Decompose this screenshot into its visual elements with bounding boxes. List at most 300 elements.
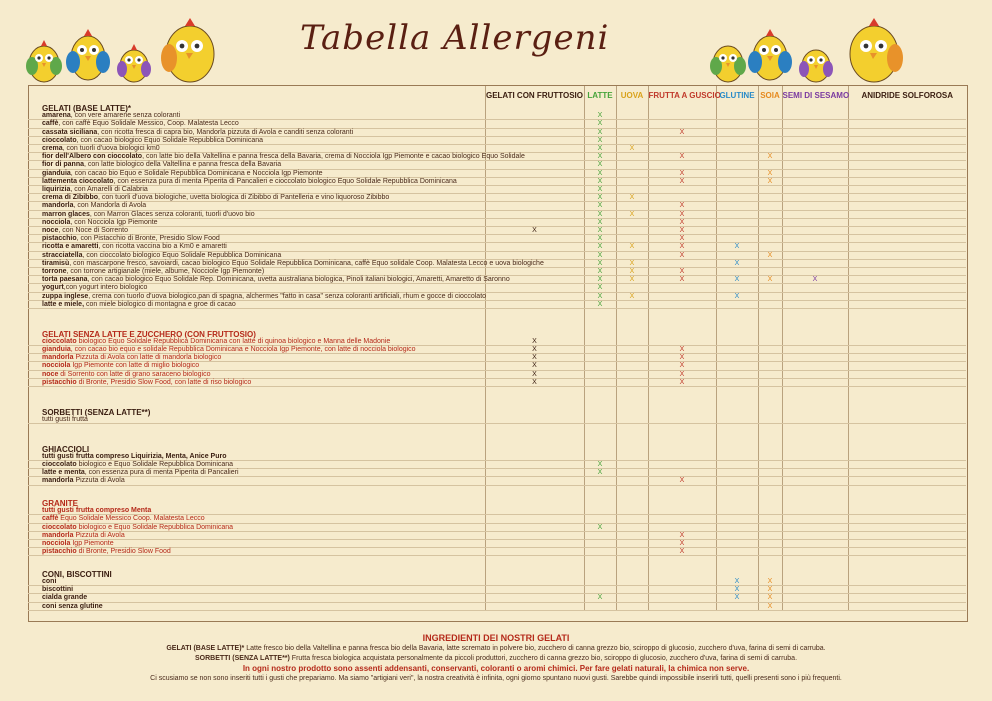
allergen-cell: X bbox=[648, 243, 716, 251]
allergen-cell: X bbox=[648, 128, 716, 136]
allergen-cell: X bbox=[758, 251, 782, 259]
allergen-cell bbox=[716, 378, 758, 386]
flavour-name: yogurt bbox=[42, 284, 64, 292]
allergen-cell bbox=[485, 300, 584, 308]
spacer-row bbox=[28, 431, 966, 438]
allergen-cell bbox=[848, 540, 966, 548]
allergen-cell bbox=[782, 578, 848, 586]
flavour-name: gianduia bbox=[42, 169, 71, 177]
flavour-cell bbox=[28, 202, 485, 210]
allergen-cell: X bbox=[584, 251, 616, 259]
flavour-cell bbox=[28, 136, 485, 144]
bird-icon bbox=[748, 29, 792, 80]
allergen-cell bbox=[758, 136, 782, 144]
allergen-cell bbox=[716, 338, 758, 346]
allergen-cell bbox=[584, 531, 616, 539]
allergen-cell bbox=[716, 416, 758, 424]
allergen-cell bbox=[758, 210, 782, 218]
table-row bbox=[28, 594, 966, 602]
footer-sorbetti-text: Frutta fresca biologica acquistata personalmente da piccoli produttori, zucchero di canna grezzo bio, sciroppo di glucosio, zucchero d'uva, farina di semi di carruba. bbox=[289, 655, 798, 662]
table-row bbox=[28, 338, 966, 346]
allergen-cell bbox=[758, 218, 782, 226]
flavour-description: , con tuorli d'uova biologiche, uvetta biologica di Zibibbo di Pantelleria e vino liquoroso Zibibbo bbox=[98, 194, 390, 202]
allergen-cell bbox=[782, 523, 848, 531]
allergen-cell bbox=[716, 112, 758, 120]
allergen-cell bbox=[758, 292, 782, 300]
flavour-name: mandorla bbox=[42, 531, 74, 539]
allergen-cell: X bbox=[648, 235, 716, 243]
allergen-cell bbox=[485, 602, 584, 610]
flavour-name: mandorla bbox=[42, 202, 74, 210]
allergen-cell bbox=[485, 194, 584, 202]
allergen-cell bbox=[716, 515, 758, 523]
table-row bbox=[28, 416, 966, 424]
allergen-cell bbox=[848, 548, 966, 556]
flavour-description: , con cacao bio equo e solidale Repubblica Dominicana e Nocciola Igp Piemonte, con latte di nocciola biologico bbox=[70, 346, 416, 354]
flavour-description: , con essenza pura di menta Piperita di Pancalieri bbox=[84, 469, 239, 477]
allergen-cell bbox=[485, 507, 584, 515]
allergen-cell: X bbox=[648, 218, 716, 226]
allergen-cell bbox=[782, 169, 848, 177]
allergen-cell: X bbox=[584, 210, 616, 218]
flavour-description: , con vere amarene senza coloranti bbox=[70, 112, 181, 120]
table-row bbox=[28, 177, 966, 185]
table-row bbox=[28, 268, 966, 276]
allergen-cell: X bbox=[758, 169, 782, 177]
allergen-cell bbox=[716, 507, 758, 515]
allergen-cell: X bbox=[616, 210, 648, 218]
flavour-cell bbox=[28, 218, 485, 226]
category-title: GRANITE bbox=[42, 498, 78, 508]
flavour-name: cioccolato bbox=[42, 461, 77, 468]
allergen-cell bbox=[584, 507, 616, 515]
allergen-cell bbox=[648, 292, 716, 300]
table-row bbox=[28, 461, 966, 469]
allergen-cell bbox=[848, 235, 966, 243]
table-row bbox=[28, 259, 966, 267]
allergen-cell: X bbox=[648, 169, 716, 177]
table-row bbox=[28, 469, 966, 477]
allergen-cell bbox=[782, 594, 848, 602]
allergen-cell bbox=[716, 145, 758, 153]
flavour-name: torta paesana bbox=[42, 276, 88, 284]
column-header: SEMI DI SESAMO bbox=[782, 86, 848, 105]
table-row bbox=[28, 300, 966, 308]
allergen-cell bbox=[782, 461, 848, 469]
flavour-description: con miele biologico di montagna e groe di cacao bbox=[84, 300, 236, 308]
allergen-cell bbox=[584, 602, 616, 610]
allergen-cell bbox=[716, 251, 758, 259]
allergen-cell bbox=[485, 594, 584, 602]
flavour-name: liquirizia bbox=[42, 186, 71, 194]
table-row bbox=[28, 523, 966, 531]
birds-illustration-left bbox=[22, 14, 232, 86]
table-row bbox=[28, 202, 966, 210]
allergen-cell bbox=[616, 453, 648, 461]
allergen-cell: X bbox=[758, 594, 782, 602]
category-row bbox=[28, 331, 966, 338]
allergen-table bbox=[28, 86, 966, 611]
allergen-cell: X bbox=[584, 202, 616, 210]
allergen-cell bbox=[782, 453, 848, 461]
allergen-cell bbox=[485, 453, 584, 461]
allergen-cell bbox=[648, 259, 716, 267]
allergen-cell bbox=[848, 210, 966, 218]
allergen-cell bbox=[758, 469, 782, 477]
spacer-row bbox=[28, 401, 966, 408]
allergen-cell bbox=[648, 300, 716, 308]
flavour-cell bbox=[28, 145, 485, 153]
allergen-cell: X bbox=[782, 276, 848, 284]
allergen-cell: X bbox=[584, 136, 616, 144]
bird-icon bbox=[799, 50, 833, 82]
table-row bbox=[28, 378, 966, 386]
category-title: CONI, BISCOTTINI bbox=[42, 569, 112, 579]
flavour-name: biscottini bbox=[42, 586, 74, 594]
allergen-cell: X bbox=[648, 202, 716, 210]
flavour-cell bbox=[28, 128, 485, 136]
table-row bbox=[28, 235, 966, 243]
allergen-cell bbox=[758, 354, 782, 362]
allergen-cell bbox=[485, 177, 584, 185]
allergen-cell bbox=[584, 354, 616, 362]
allergen-cell bbox=[758, 338, 782, 346]
flavour-description: Igp Piemonte con latte di miglio biologico bbox=[70, 362, 200, 370]
allergen-cell bbox=[848, 120, 966, 128]
allergen-cell: X bbox=[584, 194, 616, 202]
allergen-cell bbox=[485, 523, 584, 531]
allergen-cell bbox=[584, 540, 616, 548]
spacer-row bbox=[28, 438, 966, 445]
allergen-cell bbox=[716, 531, 758, 539]
column-header: ANIDRIDE SOLFOROSA bbox=[848, 86, 966, 105]
flavour-name: fior di panna bbox=[42, 161, 84, 169]
allergen-cell bbox=[782, 602, 848, 610]
bird-icon bbox=[710, 46, 746, 82]
allergen-cell bbox=[648, 112, 716, 120]
allergen-cell bbox=[485, 540, 584, 548]
allergen-cell bbox=[848, 243, 966, 251]
flavour-cell bbox=[28, 284, 485, 292]
flavour-description: , con essenza pura di menta Piperita di Pancalieri e cioccolato biologico Equo Solidale Repubblica Dominicana bbox=[113, 177, 457, 185]
flavour-name: nocciola bbox=[42, 362, 71, 370]
allergen-cell bbox=[716, 120, 758, 128]
flavour-description: tutti gusti frutta bbox=[42, 415, 88, 423]
flavour-cell bbox=[28, 578, 485, 586]
flavour-name: crema bbox=[42, 145, 63, 153]
column-header: GELATI CON FRUTTOSIO bbox=[485, 86, 584, 105]
flavour-description: , con Marron Glaces senza coloranti, tuorli d'uovo bio bbox=[89, 210, 255, 218]
flavour-description: , con cioccolato biologico Equo Solidale Repubblica Dominicana bbox=[82, 251, 282, 259]
allergen-cell: X bbox=[758, 177, 782, 185]
flavour-name: mandorla bbox=[42, 354, 74, 362]
allergen-cell bbox=[648, 161, 716, 169]
allergen-cell bbox=[758, 243, 782, 251]
allergen-cell bbox=[758, 268, 782, 276]
flavour-name: pistacchio bbox=[42, 378, 77, 386]
flavour-cell bbox=[28, 540, 485, 548]
flavour-cell bbox=[28, 251, 485, 259]
allergen-cell bbox=[782, 300, 848, 308]
allergen-cell: X bbox=[648, 276, 716, 284]
allergen-cell bbox=[716, 370, 758, 378]
flavour-cell bbox=[28, 120, 485, 128]
allergen-cell bbox=[782, 186, 848, 194]
flavour-name: zuppa inglese bbox=[42, 292, 89, 300]
allergen-cell bbox=[848, 259, 966, 267]
allergen-cell bbox=[758, 259, 782, 267]
flavour-name: coni bbox=[42, 577, 57, 585]
allergen-cell: X bbox=[485, 378, 584, 386]
column-header: SOIA bbox=[758, 86, 782, 105]
allergen-cell bbox=[648, 194, 716, 202]
allergen-cell bbox=[758, 461, 782, 469]
allergen-cell: X bbox=[584, 461, 616, 469]
allergen-cell: X bbox=[584, 594, 616, 602]
allergen-cell: X bbox=[584, 469, 616, 477]
allergen-cell bbox=[648, 578, 716, 586]
allergen-cell bbox=[584, 453, 616, 461]
allergen-cell: X bbox=[616, 243, 648, 251]
allergen-cell bbox=[716, 177, 758, 185]
allergen-cell bbox=[758, 416, 782, 424]
column-header: UOVA bbox=[616, 86, 648, 105]
allergen-cell bbox=[848, 276, 966, 284]
table-row bbox=[28, 507, 966, 515]
table-row bbox=[28, 251, 966, 259]
allergen-cell bbox=[616, 370, 648, 378]
table-row bbox=[28, 194, 966, 202]
allergen-cell bbox=[648, 120, 716, 128]
allergen-cell bbox=[782, 469, 848, 477]
allergen-cell: X bbox=[584, 292, 616, 300]
table-row bbox=[28, 210, 966, 218]
allergen-cell: X bbox=[716, 586, 758, 594]
table-row bbox=[28, 292, 966, 300]
allergen-cell bbox=[848, 338, 966, 346]
flavour-name: cioccolato bbox=[42, 523, 77, 531]
allergen-cell bbox=[485, 112, 584, 120]
allergen-cell bbox=[616, 477, 648, 485]
allergen-cell bbox=[716, 186, 758, 194]
allergen-cell bbox=[848, 177, 966, 185]
allergen-cell bbox=[848, 284, 966, 292]
flavour-cell bbox=[28, 416, 485, 424]
table-row bbox=[28, 548, 966, 556]
allergen-cell bbox=[616, 186, 648, 194]
page-title: Tabella Allergeni bbox=[300, 18, 610, 58]
flavour-name: crema di Zibibbo bbox=[42, 194, 99, 202]
allergen-cell bbox=[716, 210, 758, 218]
allergen-cell bbox=[758, 227, 782, 235]
flavour-description: , con ricotta fresca di capra bio, Mandorla pizzuta di Avola e canditi senza coloranti bbox=[97, 128, 354, 136]
allergen-cell bbox=[485, 210, 584, 218]
flavour-name: fior dell'Albero con cioccolato bbox=[42, 153, 143, 161]
allergen-cell bbox=[648, 416, 716, 424]
allergen-cell bbox=[848, 169, 966, 177]
allergen-cell: X bbox=[758, 602, 782, 610]
flavour-description: , con Amarelli di Calabria bbox=[70, 186, 148, 194]
allergen-cell bbox=[848, 251, 966, 259]
category-row bbox=[28, 105, 966, 112]
flavour-description: Pizzuta di Avola bbox=[73, 477, 125, 485]
allergen-cell bbox=[758, 523, 782, 531]
allergen-cell: X bbox=[485, 370, 584, 378]
flavour-name: cassata siciliana bbox=[42, 128, 98, 136]
allergen-cell: X bbox=[648, 177, 716, 185]
allergen-cell: X bbox=[584, 284, 616, 292]
allergen-cell bbox=[716, 461, 758, 469]
allergen-cell bbox=[782, 540, 848, 548]
table-row bbox=[28, 112, 966, 120]
flavour-description: , con torrone artigianale (miele, albume, Nocciole Igp Piemonte) bbox=[66, 268, 265, 276]
allergen-cell bbox=[485, 161, 584, 169]
allergen-cell bbox=[716, 523, 758, 531]
allergen-cell: X bbox=[648, 477, 716, 485]
allergen-cell bbox=[616, 416, 648, 424]
allergen-cell bbox=[782, 136, 848, 144]
allergen-cell: X bbox=[584, 218, 616, 226]
bird-icon bbox=[850, 18, 903, 82]
allergen-cell: X bbox=[758, 586, 782, 594]
allergen-cell bbox=[485, 202, 584, 210]
footer-heading: INGREDIENTI DEI NOSTRI GELATI bbox=[422, 633, 570, 643]
flavour-description: di Sorrento con latte di grano saraceno biologico bbox=[58, 370, 211, 378]
allergen-cell bbox=[485, 292, 584, 300]
allergen-cell bbox=[758, 477, 782, 485]
allergen-cell: X bbox=[584, 259, 616, 267]
allergen-cell bbox=[485, 548, 584, 556]
flavour-description: , con latte biologico della Valtellina e panna fresca della Bavaria bbox=[84, 161, 282, 169]
allergen-cell bbox=[848, 523, 966, 531]
flavour-cell bbox=[28, 548, 485, 556]
category-title: SORBETTI (SENZA LATTE**) bbox=[42, 407, 151, 417]
flavour-name: pistacchio bbox=[42, 548, 77, 556]
allergen-cell bbox=[716, 362, 758, 370]
allergen-cell bbox=[782, 153, 848, 161]
allergen-cell bbox=[848, 300, 966, 308]
allergen-cell bbox=[782, 177, 848, 185]
table-row bbox=[28, 578, 966, 586]
allergen-cell bbox=[648, 586, 716, 594]
allergen-cell bbox=[616, 362, 648, 370]
allergen-cell bbox=[616, 202, 648, 210]
allergen-cell bbox=[716, 194, 758, 202]
allergen-cell bbox=[716, 235, 758, 243]
allergen-cell bbox=[848, 362, 966, 370]
spacer-row bbox=[28, 493, 966, 500]
allergen-cell bbox=[782, 507, 848, 515]
allergen-cell bbox=[485, 235, 584, 243]
allergen-cell bbox=[758, 453, 782, 461]
flavour-cell bbox=[28, 477, 485, 485]
allergen-cell bbox=[485, 469, 584, 477]
allergen-cell bbox=[485, 461, 584, 469]
allergen-cell bbox=[716, 284, 758, 292]
allergen-cell bbox=[648, 515, 716, 523]
allergen-cell bbox=[485, 416, 584, 424]
table-row bbox=[28, 453, 966, 461]
allergen-cell bbox=[485, 586, 584, 594]
flavour-cell bbox=[28, 243, 485, 251]
allergen-cell bbox=[848, 346, 966, 354]
flavour-cell bbox=[28, 586, 485, 594]
allergen-cell bbox=[848, 268, 966, 276]
allergen-cell: X bbox=[485, 354, 584, 362]
allergen-cell bbox=[848, 292, 966, 300]
allergen-cell bbox=[648, 136, 716, 144]
allergen-cell bbox=[584, 416, 616, 424]
allergen-cell bbox=[848, 578, 966, 586]
allergen-cell bbox=[716, 548, 758, 556]
allergen-cell bbox=[616, 354, 648, 362]
allergen-cell: X bbox=[716, 292, 758, 300]
spacer-row bbox=[28, 316, 966, 323]
table-row bbox=[28, 128, 966, 136]
allergen-cell bbox=[782, 112, 848, 120]
allergen-cell: X bbox=[758, 153, 782, 161]
flavour-description: Pizzuta di Avola bbox=[73, 531, 125, 539]
allergen-cell bbox=[782, 416, 848, 424]
flavour-description: , con cacao bio Equo e Solidale Repubblica Dominicana e Nocciola Igp Piemonte bbox=[70, 169, 323, 177]
flavour-cell bbox=[28, 362, 485, 370]
allergen-cell bbox=[848, 461, 966, 469]
allergen-cell: X bbox=[716, 259, 758, 267]
flavour-name: tutti gusti frutta compreso Liquirizia, Menta, Anice Puro bbox=[42, 452, 227, 460]
spacer-row bbox=[28, 424, 966, 432]
allergen-cell: X bbox=[648, 378, 716, 386]
flavour-cell bbox=[28, 370, 485, 378]
table-row bbox=[28, 243, 966, 251]
allergen-cell bbox=[616, 378, 648, 386]
allergen-cell bbox=[848, 370, 966, 378]
allergen-cell bbox=[616, 531, 648, 539]
bird-icon bbox=[66, 29, 110, 80]
flavour-cell bbox=[28, 161, 485, 169]
allergen-cell bbox=[848, 586, 966, 594]
allergen-cell bbox=[782, 210, 848, 218]
allergen-cell: X bbox=[648, 268, 716, 276]
allergen-cell bbox=[782, 218, 848, 226]
allergen-cell bbox=[716, 477, 758, 485]
column-header: GLUTINE bbox=[716, 86, 758, 105]
table-row bbox=[28, 145, 966, 153]
flavour-name: latte e miele, bbox=[42, 300, 85, 308]
allergen-cell: X bbox=[648, 153, 716, 161]
allergen-cell bbox=[716, 161, 758, 169]
flavour-name: stracciatella bbox=[42, 251, 83, 259]
allergen-cell bbox=[616, 128, 648, 136]
flavour-cell bbox=[28, 300, 485, 308]
allergen-cell bbox=[758, 515, 782, 523]
table-row bbox=[28, 346, 966, 354]
allergen-cell: X bbox=[584, 145, 616, 153]
table-row bbox=[28, 540, 966, 548]
allergen-cell bbox=[485, 169, 584, 177]
flavour-cell bbox=[28, 276, 510, 284]
allergen-cell bbox=[616, 120, 648, 128]
allergen-cell bbox=[782, 120, 848, 128]
flavour-cell bbox=[28, 153, 525, 161]
category-row bbox=[28, 446, 966, 453]
allergen-cell bbox=[616, 578, 648, 586]
allergen-cell: X bbox=[584, 523, 616, 531]
flavour-description: , crema con tuorlo d'uova biologico,pan di spagna, alchermes "fatto in casa" senza coloranti artificiali, rhum e gocce di cioccolato bbox=[88, 292, 487, 300]
flavour-cell bbox=[28, 177, 485, 185]
flavour-description: , con cacao biologico Equo Solidale Repubblica Dominicana bbox=[76, 136, 264, 144]
allergen-cell bbox=[848, 112, 966, 120]
table-body bbox=[28, 105, 966, 610]
